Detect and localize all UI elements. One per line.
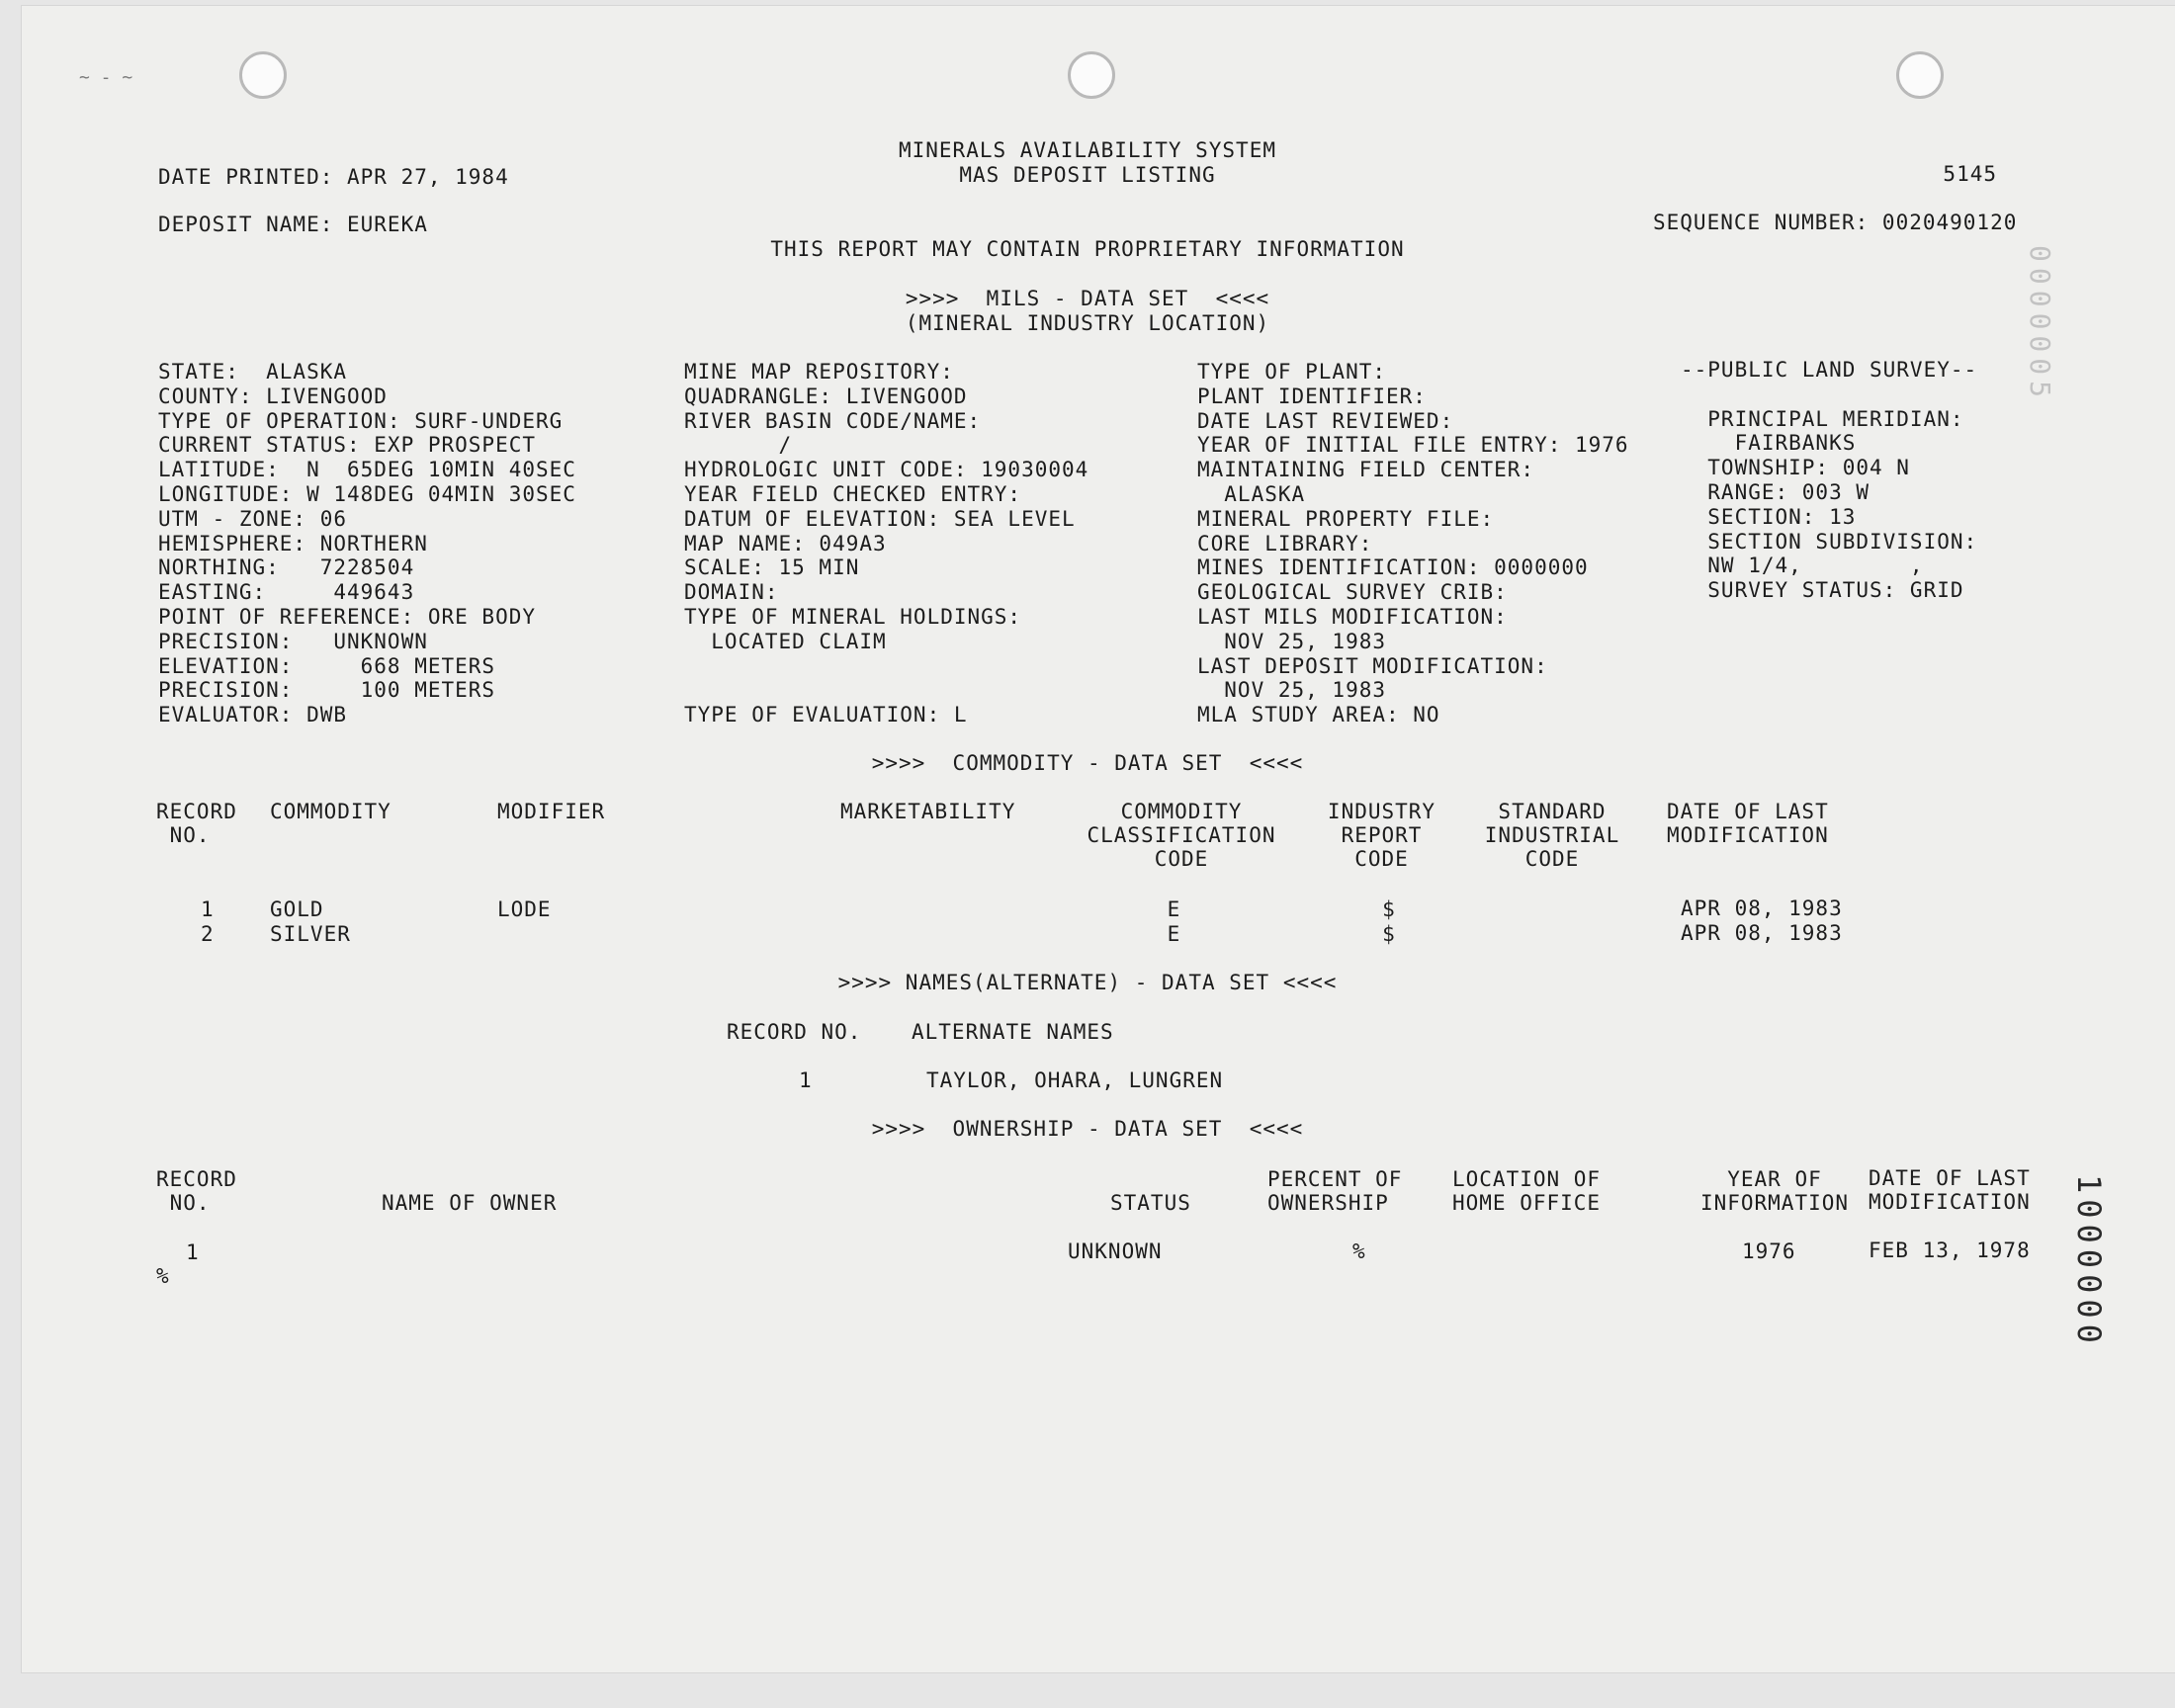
names-section-title: >>>> NAMES(ALTERNATE) - DATA SET <<<< [837, 971, 1338, 994]
mils-col1-line: EASTING: 449643 [158, 580, 415, 605]
mils-col3-line: CORE LIBRARY: [1197, 531, 1373, 555]
mils-col1-line: POINT OF REFERENCE: ORE BODY [158, 605, 537, 629]
mils-col3-line: DATE LAST REVIEWED: [1197, 408, 1454, 433]
listing-title: MAS DEPOSIT LISTING [959, 163, 1216, 187]
ownership-row-1-status: UNKNOWN [1068, 1239, 1163, 1263]
commodity-header-classification: COMMODITY CLASSIFICATION CODE [1087, 800, 1276, 871]
mils-col4-line: TOWNSHIP: 004 N [1681, 456, 1910, 480]
ownership-header-status: STATUS [1110, 1191, 1191, 1215]
mils-col1-line: PRECISION: UNKNOWN [158, 629, 428, 653]
mils-col3-line: YEAR OF INITIAL FILE ENTRY: 1976 [1197, 433, 1629, 458]
commodity-header-industry: INDUSTRY REPORT CODE [1327, 800, 1436, 871]
mils-col3-line: NOV 25, 1983 [1197, 629, 1387, 653]
mils-col1-line: HEMISPHERE: NORTHERN [158, 531, 428, 555]
ownership-header-owner: NAME OF OWNER [382, 1191, 558, 1215]
ownership-row-1-year: 1976 [1742, 1239, 1796, 1263]
commodity-row-2-industry: $ [1382, 922, 1396, 946]
binder-hole-center [1068, 51, 1115, 99]
commodity-section-title: >>>> COMMODITY - DATA SET <<<< [871, 751, 1304, 775]
mils-col4-line: SURVEY STATUS: GRID [1681, 578, 1964, 603]
ownership-section-title: >>>> OWNERSHIP - DATA SET <<<< [871, 1117, 1304, 1141]
commodity-header-record: RECORD NO. [156, 800, 237, 847]
mils-col3-line: GEOLOGICAL SURVEY CRIB: [1197, 580, 1508, 605]
scan-mark: ~ - ~ [79, 67, 133, 88]
mils-col2-line: LOCATED CLAIM [684, 629, 887, 653]
deposit-name: DEPOSIT NAME: EUREKA [158, 213, 428, 236]
system-title: MINERALS AVAILABILITY SYSTEM [898, 138, 1276, 162]
mils-col1-line: STATE: ALASKA [158, 360, 348, 384]
mils-col1-line: NORTHING: 7228504 [158, 555, 415, 580]
mils-col3-line: MINES IDENTIFICATION: 0000000 [1197, 555, 1589, 580]
page-number: 5145 [1943, 162, 1997, 186]
mils-col1-line: UTM - ZONE: 06 [158, 506, 348, 531]
commodity-header-sic: STANDARD INDUSTRIAL CODE [1484, 800, 1620, 871]
mils-col3-line: NOV 25, 1983 [1197, 678, 1387, 703]
mils-col1-line: LATITUDE: N 65DEG 10MIN 40SEC [158, 458, 576, 482]
mils-col2-line: MINE MAP REPOSITORY: [684, 360, 954, 384]
ownership-row-1-record: 1 [186, 1240, 200, 1264]
binder-hole-right [1896, 51, 1944, 99]
ownership-header-year: YEAR OF INFORMATION [1699, 1167, 1850, 1215]
mils-col2-line: / [684, 433, 793, 458]
commodity-row-2-date: APR 08, 1983 [1681, 921, 1843, 945]
mils-col1-line: CURRENT STATUS: EXP PROSPECT [158, 433, 537, 458]
names-header-record: RECORD NO. [727, 1020, 862, 1044]
mils-col2-line: TYPE OF EVALUATION: L [684, 703, 968, 727]
binder-hole-left [239, 51, 287, 99]
mils-col4-line: FAIRBANKS [1681, 431, 1857, 456]
mils-col2-line: MAP NAME: 049A3 [684, 531, 887, 555]
commodity-header-marketability: MARKETABILITY [840, 800, 1016, 823]
mils-col4-line: SECTION SUBDIVISION: [1681, 529, 1978, 554]
mils-col2-line: TYPE OF MINERAL HOLDINGS: [684, 605, 1022, 629]
ownership-header-date: DATE OF LAST MODIFICATION [1869, 1166, 2031, 1214]
mils-col3-line: MINERAL PROPERTY FILE: [1197, 506, 1495, 531]
mils-col3-line: ALASKA [1197, 482, 1306, 506]
mils-col4-line: --PUBLIC LAND SURVEY-- [1681, 358, 1978, 382]
mils-col2-line: HYDROLOGIC UNIT CODE: 19030004 [684, 458, 1089, 482]
ownership-header-record: RECORD NO. [156, 1167, 237, 1215]
date-printed: DATE PRINTED: APR 27, 1984 [158, 165, 509, 189]
mils-col1-line: COUNTY: LIVENGOOD [158, 384, 388, 408]
ownership-header-percent: PERCENT OF OWNERSHIP [1267, 1167, 1403, 1215]
mils-col4-line: RANGE: 003 W [1681, 480, 1870, 504]
mils-col3-line: MAINTAINING FIELD CENTER: [1197, 458, 1535, 482]
commodity-row-1-date: APR 08, 1983 [1681, 897, 1843, 920]
mils-col4-line: SECTION: 13 [1681, 504, 1857, 529]
margin-number-lower: 1000000 [2070, 1174, 2108, 1349]
commodity-row-2-record: 2 [201, 922, 215, 946]
names-header-names: ALTERNATE NAMES [912, 1020, 1114, 1044]
sequence-number: SEQUENCE NUMBER: 0020490120 [1653, 211, 2018, 234]
mils-col2-line: QUADRANGLE: LIVENGOOD [684, 384, 968, 408]
commodity-row-1-record: 1 [201, 897, 215, 921]
mils-section-title: >>>> MILS - DATA SET <<<< [905, 287, 1270, 310]
commodity-header-date: DATE OF LAST MODIFICATION [1667, 800, 1829, 847]
commodity-row-1-classification: E [1167, 897, 1181, 921]
mils-col2-line: SCALE: 15 MIN [684, 555, 860, 580]
mils-col2-line: RIVER BASIN CODE/NAME: [684, 408, 982, 433]
proprietary-notice: THIS REPORT MAY CONTAIN PROPRIETARY INFORMATION [770, 237, 1405, 261]
mils-col1-line: PRECISION: 100 METERS [158, 678, 496, 703]
commodity-row-2-commodity: SILVER [270, 922, 351, 946]
mils-col3-line: MLA STUDY AREA: NO [1197, 703, 1440, 727]
mils-col1-line: TYPE OF OPERATION: SURF-UNDERG [158, 408, 564, 433]
mils-col2-line: DOMAIN: [684, 580, 779, 605]
mils-col2-line: YEAR FIELD CHECKED ENTRY: [684, 482, 1022, 506]
mils-col2-line: DATUM OF ELEVATION: SEA LEVEL [684, 506, 1076, 531]
mils-col1-line: LONGITUDE: W 148DEG 04MIN 30SEC [158, 482, 576, 506]
mils-col4-line: NW 1/4, , [1681, 554, 1924, 578]
names-row-1-names: TAYLOR, OHARA, LUNGREN [926, 1068, 1224, 1092]
commodity-row-1-commodity: GOLD [270, 897, 324, 921]
mils-section-subtitle: (MINERAL INDUSTRY LOCATION) [905, 311, 1270, 335]
margin-number-upper: 0000005 [2024, 245, 2056, 404]
commodity-row-1-modifier: LODE [497, 897, 552, 921]
ownership-row-1-date: FEB 13, 1978 [1869, 1238, 2031, 1262]
mils-col3-line: PLANT IDENTIFIER: [1197, 384, 1427, 408]
ownership-header-location: LOCATION OF HOME OFFICE [1452, 1167, 1602, 1215]
mils-col1-line: EVALUATOR: DWB [158, 703, 348, 727]
names-row-1-record: 1 [799, 1068, 813, 1092]
commodity-row-1-industry: $ [1382, 897, 1396, 921]
commodity-header-commodity: COMMODITY [270, 800, 392, 823]
commodity-row-2-classification: E [1167, 922, 1181, 946]
mils-col3-line: TYPE OF PLANT: [1197, 360, 1387, 384]
ownership-row-1-trailing: % [156, 1264, 170, 1288]
commodity-header-modifier: MODIFIER [497, 800, 606, 823]
mils-col4-line: PRINCIPAL MERIDIAN: [1681, 406, 1964, 431]
mils-col1-line: ELEVATION: 668 METERS [158, 653, 496, 678]
mils-col3-line: LAST MILS MODIFICATION: [1197, 605, 1508, 629]
ownership-row-1-percent: % [1352, 1239, 1366, 1263]
mils-col3-line: LAST DEPOSIT MODIFICATION: [1197, 653, 1548, 678]
